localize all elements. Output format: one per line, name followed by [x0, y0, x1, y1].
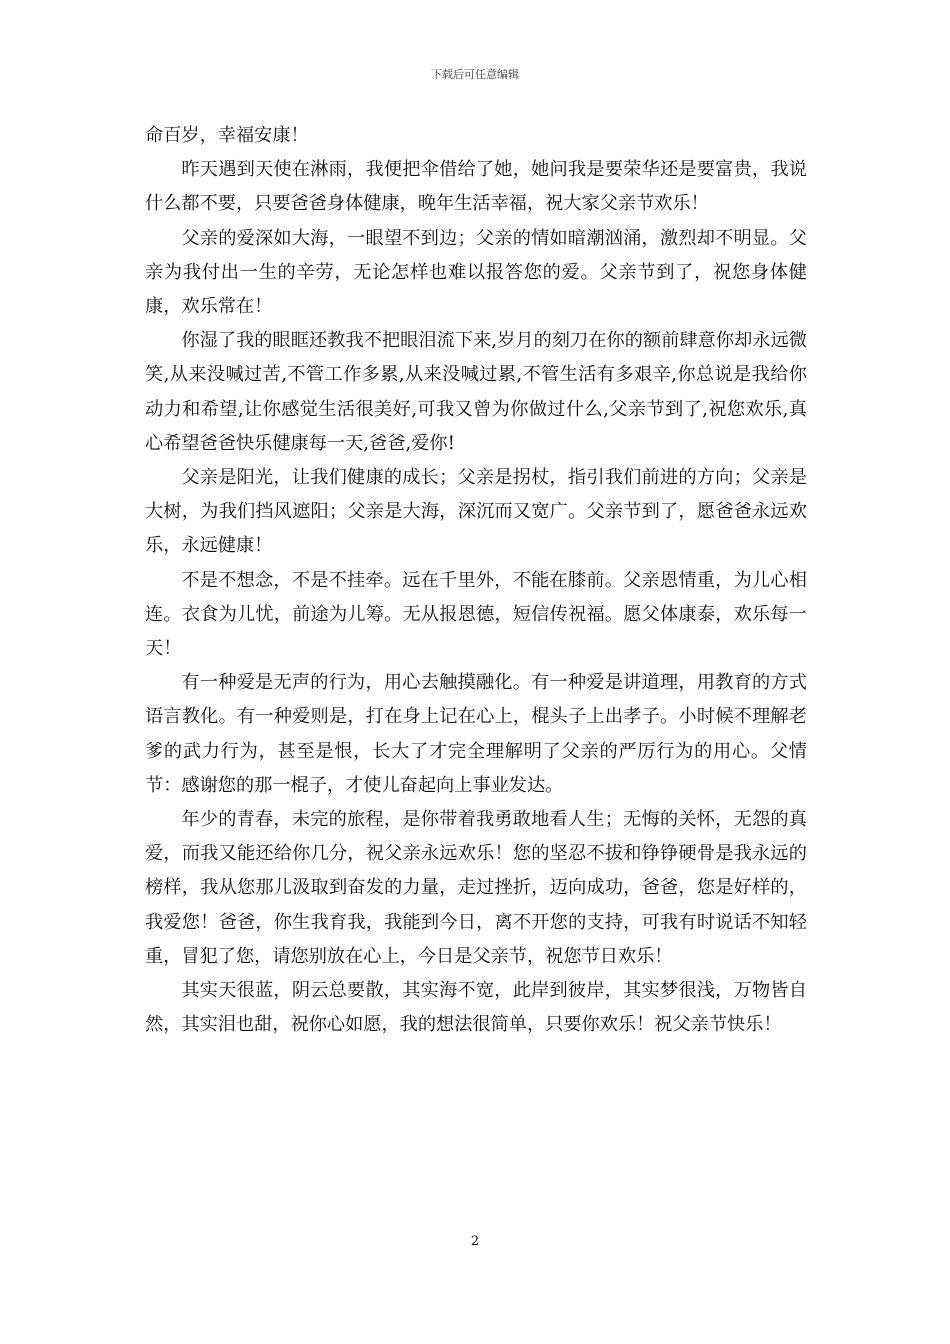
- paragraph: 年少的青春，未完的旅程，是你带着我勇敢地看人生；无悔的关怀，无怨的真爱，而我又能还给你几分，祝父亲永远欢乐！您的坚忍不拔和铮铮硬骨是我永远的榜样，我从您那儿汲取到奋发的力量，走过挫折，迈向成功，爸爸，您是好样的，我爱您！爸爸，你生我育我，我能到今日，离不开您的支持，可我有时说话不知轻重，冒犯了您，请您别放在心上，今日是父亲节，祝您节日欢乐！: [145, 809, 807, 967]
- paragraph: 父亲的爱深如大海，一眼望不到边；父亲的情如暗潮汹涌，激烈却不明显。父亲为我付出一生的辛劳，无论怎样也难以报答您的爱。父亲节到了，祝您身体健康，欢乐常在！: [145, 227, 807, 318]
- paragraph-continued: 命百岁，幸福安康！: [145, 125, 309, 146]
- document-body: [145, 119, 807, 1042]
- page-header: 下载后可任意编辑: [431, 68, 519, 81]
- paragraph: 其实天很蓝，阴云总要散，其实海不宽，此岸到彼岸，其实梦很浅，万物皆自然，其实泪也甜，祝你心如愿，我的想法很简单，只要你欢乐！祝父亲节快乐！: [145, 980, 807, 1036]
- paragraph: 有一种爱是无声的行为，用心去触摸融化。有一种爱是讲道理，用教育的方式语言教化。有一种爱则是，打在身上记在心上，棍头子上出孝子。小时候不理解老爹的武力行为，甚至是恨，长大了才完全理解明了父亲的严厉行为的用心。父情节：感谢您的那一棍子，才使儿奋起向上事业发达。: [145, 672, 807, 796]
- paragraph: 不是不想念，不是不挂牵。远在千里外，不能在膝前。父亲恩情重，为儿心相连。衣食为儿忧，前途为儿筹。无从报恩德，短信传祝福。愿父体康泰，欢乐每一天！: [145, 569, 807, 660]
- paragraph: 昨天遇到天使在淋雨，我便把伞借给了她，她问我是要荣华还是要富贵，我说什么都不要，只要爸爸身体健康，晚年生活幸福，祝大家父亲节欢乐！: [145, 159, 807, 215]
- paragraph: 父亲是阳光，让我们健康的成长；父亲是拐杖，指引我们前进的方向；父亲是大树，为我们挡风遮阳；父亲是大海，深沉而又宽广。父亲节到了，愿爸爸永远欢乐，永远健康！: [145, 467, 807, 557]
- page-number: 2: [470, 1234, 480, 1249]
- paragraph: 你湿了我的眼眶还教我不把眼泪流下来,岁月的刻刀在你的额前肆意你却永远微笑,从来没喊过苦,不管工作多累,从来没喊过累,不管生活有多艰辛,你总说是我给你动力和希望,让你感觉生活很美好,可我又曾为你做过什么,父亲节到了,祝您欢乐,真心希望爸爸快乐健康每一天,爸爸,爱你!: [145, 330, 807, 454]
